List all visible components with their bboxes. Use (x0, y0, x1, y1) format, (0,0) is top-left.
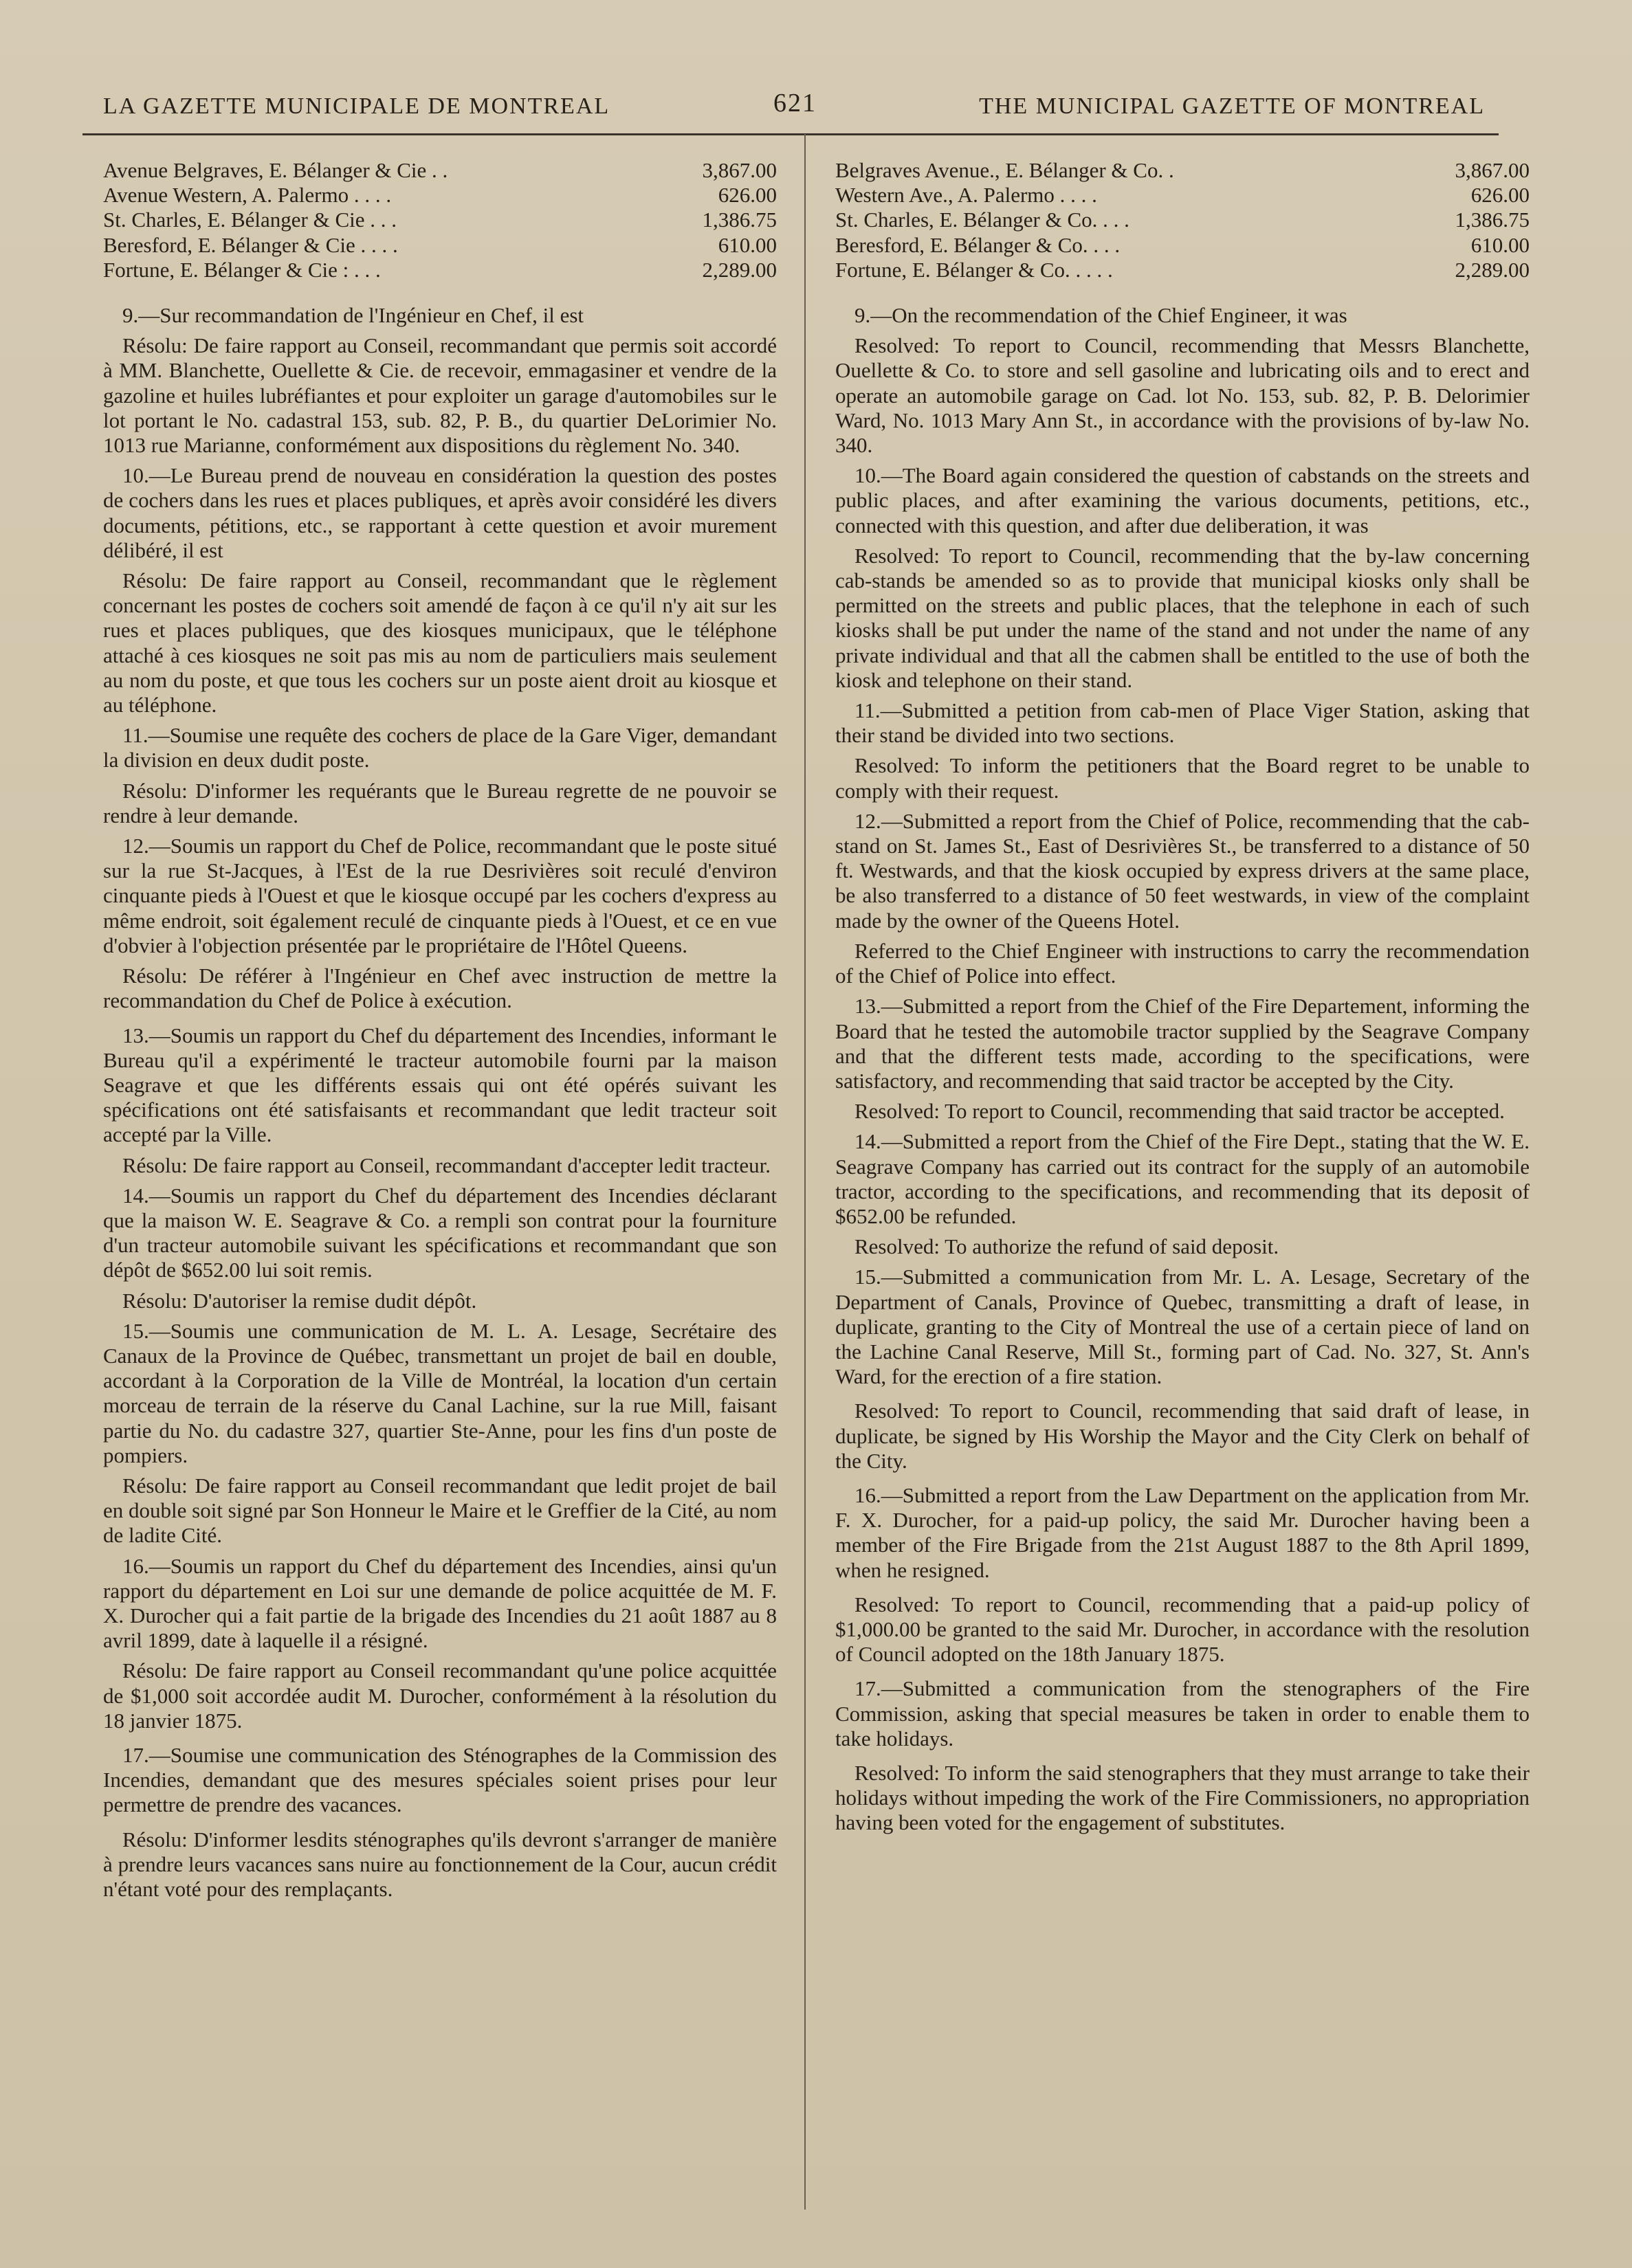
entry-row (835, 233, 1530, 258)
entry-amount: 1,386.75 (1455, 208, 1530, 232)
entry-amount: 610.00 (718, 232, 777, 257)
paragraph: 9.—Sur recommandation de l'Ingénieur en Chef, il est (122, 303, 584, 328)
entry-name: Beresford, E. Bélanger & Co. . . . (835, 232, 1121, 257)
paragraph: 12.—Soumis un rapport du Chef de Police, recommandant que le poste situé sur la rue St-Jacques, à l'Est de la rue Desrivières soit reculé d'environ cinquante pieds à l'Ouest et que le kiosque occupé par les cochers d'express au même endroit, soit également reculé de cinquante pieds à l'Ouest, et ce en vue d'obvier à l'objection présentée par le propriétaire de l'Hôtel Queens. (103, 834, 777, 957)
column-divider (804, 134, 806, 2210)
entry-name: St. Charles, E. Bélanger & Cie . . . (103, 208, 397, 232)
entry-amount: 626.00 (1470, 183, 1530, 208)
paragraph: 16.—Submitted a report from the Law Department on the application from Mr. F. X. Durocher, for a paid-up policy, the said Mr. Durocher having been a member of the Fire Brigade from the 21st August 1887 to the 8th April 1899, when he resigned. (835, 1482, 1530, 1582)
french-column (103, 158, 777, 1907)
english-entries (835, 158, 1530, 282)
entry-name: Beresford, E. Bélanger & Cie . . . . (103, 232, 398, 257)
paragraph: Résolu: D'autoriser la remise dudit dépôt. (122, 1288, 477, 1313)
paragraph: 12.—Submitted a report from the Chief of Police, recommending that the cab-stand on St. James St., East of Desrivières St., be transferred to a distance of 50 ft. Westwards, and that the kiosk occupied by express drivers at the same place, be also transferred to a distance of 50 feet westwards, in view of the complaint made by the owner of the Queens Hotel. (835, 808, 1530, 933)
header-right-title: THE MUNICIPAL GAZETTE OF MONTREAL (979, 93, 1485, 119)
entry-row (835, 183, 1530, 208)
entry-name: Avenue Belgraves, E. Bélanger & Cie . . (103, 158, 448, 182)
entry-name: Avenue Western, A. Palermo . . . . (103, 183, 392, 208)
paragraph: Résolu: De faire rapport au Conseil, recommandant que permis soit accordé à MM. Blanchette, Ouellette & Cie. de recevoir, emmagasiner et vendre de la gazoline et huiles lubréfiantes et pour exploiter un garage d'automobiles sur le lot portant le No. cadastral 153, sub. 82, P. B., du quartier DeLorimier No. 1013 rue Marianne, conformément aux dispositions du règlement No. 340. (103, 333, 777, 458)
entry-amount: 3,867.00 (1455, 158, 1530, 182)
paragraph: 15.—Submitted a communication from Mr. L. A. Lesage, Secretary of the Department of Canals, Province of Quebec, transmitting a draft of lease, in duplicate, granting to the City of Montreal the use of a certain piece of land on the Lachine Canal Reserve, Mill St., forming part of Cad. No. 327, St. Ann's Ward, for the erection of a fire station. (835, 1265, 1530, 1389)
paragraph: Résolu: D'informer lesdits sténographes qu'ils devront s'arranger de manière à prendre leurs vacances sans nuire au fonctionnement de la Cour, aucun crédit n'étant voté pour des remplaçants. (103, 1827, 777, 1901)
entry-amount: 1,386.75 (702, 208, 777, 232)
paragraph: 17.—Soumise une communication des Sténographes de la Commission des Incendies, demandant que des mesures spéciales soient prises pour leur permettre de prendre des vacances. (103, 1742, 777, 1817)
paragraph: 14.—Soumis un rapport du Chef du département des Incendies déclarant que la maison W. E. Seagrave & Co. a rempli son contrat pour la fourniture d'un tracteur automobile suivant les spécifications et recommandant que son dépôt de $652.00 lui soit remis. (103, 1183, 777, 1282)
paragraph: Résolu: De référer à l'Ingénieur en Chef avec instruction de mettre la recommandation du Chef de Police à exécution. (103, 964, 777, 1013)
english-column (835, 158, 1530, 1841)
paragraph: 13.—Submitted a report from the Chief of the Fire Departement, informing the Board that he tested the automobile tractor supplied by the Seagrave Company and that the different tests made, according to the specifications, were satisfactory, and recommending that said tractor be accepted by the City. (835, 994, 1530, 1093)
paragraph: 11.—Submitted a petition from cab-men of Place Viger Station, asking that their stand be divided into two sections. (835, 698, 1530, 748)
paragraph: 10.—The Board again considered the question of cabstands on the streets and public places, and after examining the various documents, petitions, etc., connected with this question, and after due deliberation, it was (835, 463, 1530, 537)
paragraph: Resolved: To report to Council, recommending that the by-law concerning cab-stands be amended so as to provide that municipal kiosks only shall be permitted on the streets and public places, that the telephone in each of such kiosks shall be put under the name of the stand and not under the name of any private individual and that all the cabmen shall be entitled to the use of both the kiosk and telephone on their stand. (835, 543, 1530, 692)
paragraph: Resolved: To inform the said stenographers that they must arrange to take their holidays without impeding the work of the Fire Commissioners, no appropriation having been voted for the engagement of substitutes. (835, 1760, 1530, 1835)
entry-row (103, 183, 777, 208)
paragraph: 10.—Le Bureau prend de nouveau en considération la question des postes de cochers dans les rues et places publiques, et après avoir considéré les divers documents, pétitions, etc., se rapportant à cette question et avoir murement délibéré, il est (103, 463, 777, 562)
entry-name: Belgraves Avenue., E. Bélanger & Co. . (835, 158, 1174, 182)
paragraph: Résolu: De faire rapport au Conseil recommandant que ledit projet de bail en double soit signé par Son Honneur le Maire et le Greffier de la Cité, au nom de ladite Cité. (103, 1473, 777, 1548)
paragraph: 14.—Submitted a report from the Chief of the Fire Dept., stating that the W. E. Seagrave Company has carried out its contract for the supply of an automobile tractor, according to the specifications, and recommending that its deposit of $652.00 be refunded. (835, 1129, 1530, 1228)
entry-row (103, 208, 777, 232)
entry-amount: 626.00 (718, 183, 777, 208)
entry-amount: 2,289.00 (702, 257, 777, 282)
entry-name: Fortune, E. Bélanger & Cie : . . . (103, 257, 381, 282)
page-number: 621 (773, 89, 817, 118)
paragraph: Resolved: To authorize the refund of said deposit. (854, 1234, 1279, 1259)
entry-amount: 3,867.00 (702, 158, 777, 182)
paragraph: Resolved: To report to Council, recommending that a paid-up policy of $1,000.00 be granted to the said Mr. Durocher, in accordance with the resolution of Council adopted on the 18th January 1875. (835, 1592, 1530, 1667)
entry-row (103, 233, 777, 258)
entry-row (835, 158, 1530, 183)
entry-row (835, 258, 1530, 282)
entry-amount: 610.00 (1470, 232, 1530, 257)
paragraph: Resolved: To report to Council, recommending that said tractor be accepted. (854, 1099, 1505, 1124)
entry-row (835, 208, 1530, 232)
paragraph: Resolved: To report to Council, recommending that Messrs Blanchette, Ouellette & Co. to store and sell gasoline and lubricating oils and to erect and operate an automobile garage on Cad. lot No. 153, sub. 82, P. B. Delorimier Ward, No. 1013 Mary Ann St., in accordance with the provisions of by-law No. 340. (835, 333, 1530, 458)
entry-name: Fortune, E. Bélanger & Co. . . . . (835, 257, 1113, 282)
paragraph: Résolu: De faire rapport au Conseil recommandant qu'une police acquittée de $1,000 soit accordée audit M. Durocher, conformément à la résolution du 18 janvier 1875. (103, 1658, 777, 1733)
paragraph: 17.—Submitted a communication from the stenographers of the Fire Commission, asking that special measures be taken in order to enable them to take holidays. (835, 1676, 1530, 1750)
paragraph: Resolved: To report to Council, recommending that said draft of lease, in duplicate, be signed by His Worship the Mayor and the City Clerk on behalf of the City. (835, 1399, 1530, 1473)
paragraph: Résolu: De faire rapport au Conseil, recommandant que le règlement concernant les postes de cochers soit amendé de façon à ce qu'il n'y ait sur les rues et places publiques, que des kiosques municipaux, que le téléphone attaché à ces kiosques ne soit pas mis au nom de particuliers mais seulement au nom du poste, et que tous les cochers sur un poste aient droit au kiosque et au téléphone. (103, 568, 777, 718)
entry-row (103, 158, 777, 183)
header-rule (82, 133, 1499, 135)
entry-name: St. Charles, E. Bélanger & Co. . . . (835, 208, 1129, 232)
paragraph: 16.—Soumis un rapport du Chef du département des Incendies, ainsi qu'un rapport du département en Loi sur une demande de police acquittée de M. F. X. Durocher qui a fait partie de la brigade des Incendies du 21 août 1887 au 8 avril 1899, date à laquelle il a résigné. (103, 1553, 777, 1653)
header-left-title: LA GAZETTE MUNICIPALE DE MONTREAL (103, 93, 610, 119)
paragraph: Referred to the Chief Engineer with instructions to carry the recommendation of the Chief of Police into effect. (835, 938, 1530, 988)
paragraph: Résolu: D'informer les requérants que le Bureau regrette de ne pouvoir se rendre à leur demande. (103, 778, 777, 827)
entry-name: Western Ave., A. Palermo . . . . (835, 183, 1097, 208)
entry-amount: 2,289.00 (1455, 257, 1530, 282)
french-entries (103, 158, 777, 282)
paragraph: 9.—On the recommendation of the Chief Engineer, it was (854, 303, 1347, 328)
paragraph: 15.—Soumis une communication de M. L. A. Lesage, Secrétaire des Canaux de la Province de Québec, transmettant un projet de bail en double, accordant à la Corporation de la Ville de Montréal, la location d'un certain morceau de terrain de la réserve du Canal Lachine, sur la rue Mill, faisant partie du No. du cadastre 327, quartier Ste-Anne, pour les fins d'un poste de pompiers. (103, 1318, 777, 1467)
paragraph: 13.—Soumis un rapport du Chef du département des Incendies, informant le Bureau qu'il a expérimenté le tracteur automobile fourni par la maison Seagrave et que les différents essais qui ont été opérés suivant les spécifications ont été satisfaisants et recommandant que ledit tracteur soit accepté par la Ville. (103, 1023, 777, 1147)
entry-row (103, 258, 777, 282)
paragraph: Resolved: To inform the petitioners that the Board regret to be unable to comply with their request. (835, 753, 1530, 803)
page-header (103, 88, 1485, 129)
paragraph: Résolu: De faire rapport au Conseil, recommandant d'accepter ledit tracteur. (122, 1153, 771, 1177)
paragraph: 11.—Soumise une requête des cochers de place de la Gare Viger, demandant la division en deux dudit poste. (103, 723, 777, 772)
